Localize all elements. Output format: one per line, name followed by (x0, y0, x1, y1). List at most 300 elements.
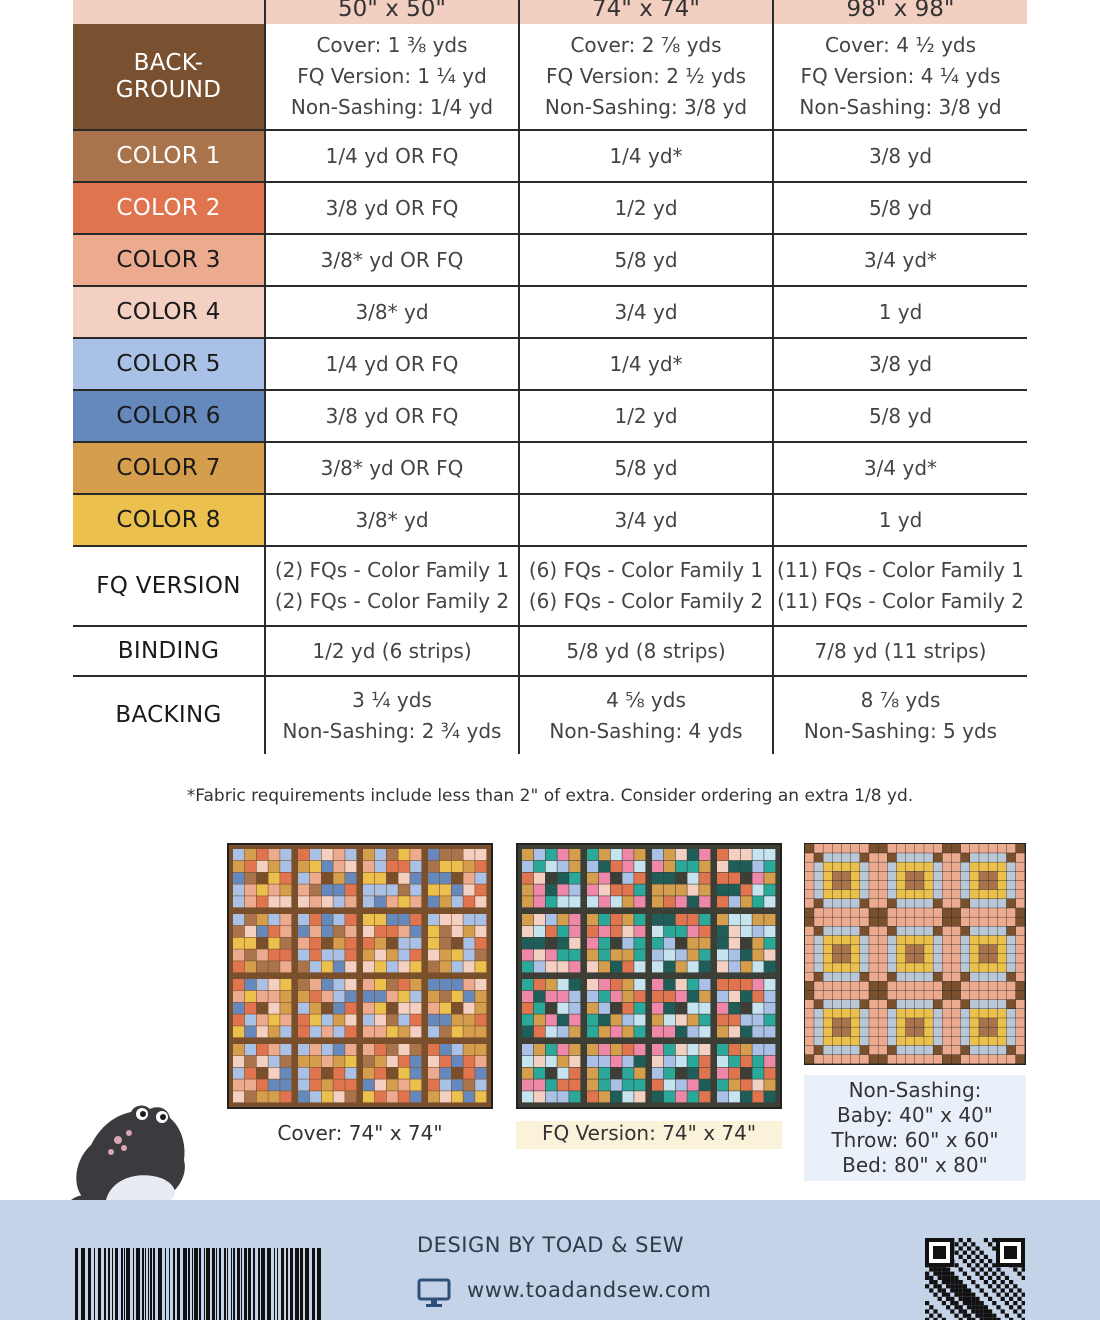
quilt-patch (842, 899, 851, 908)
quilt-patch (869, 1055, 878, 1064)
row-cell: Cover: 1 ⅜ yds FQ Version: 1 ¼ yd Non-Sashing: 1/4 yd (265, 24, 519, 130)
quilt-patch (557, 1056, 568, 1067)
quilt-patch (943, 908, 952, 917)
quilt-patch (333, 1091, 344, 1102)
quilt-patch (452, 938, 463, 949)
row-cell: 5/8 yd (773, 182, 1027, 234)
quilt-patch (1007, 899, 1016, 908)
quilt-patch (970, 844, 979, 853)
barcode-bar (153, 1248, 155, 1320)
quilt-patch (842, 1027, 851, 1036)
qr-module (925, 1276, 929, 1280)
quilt-patch (428, 1003, 439, 1014)
quilt-patch (729, 914, 740, 925)
quilt-patch (534, 926, 545, 937)
quilt-patch (805, 982, 814, 991)
quilt-patch (534, 961, 545, 972)
quilt-patch (310, 938, 321, 949)
quilt-patch (310, 991, 321, 1002)
qr-module (959, 1309, 963, 1313)
website-link[interactable]: www.toadandsew.com (467, 1278, 712, 1302)
barcode-bar (312, 1248, 315, 1320)
quilt-patch (741, 949, 752, 960)
quilt-patch (257, 1091, 268, 1102)
quilt-patch (752, 949, 763, 960)
quilt-patch (245, 926, 256, 937)
quilt-patch (322, 1003, 333, 1014)
quilt-patch (1007, 945, 1016, 954)
quilt-patch (546, 1044, 557, 1055)
qr-module (1001, 1297, 1005, 1301)
quilt-patch (979, 1046, 988, 1055)
quilt-patch (599, 1026, 610, 1037)
quilt-patch (345, 1056, 356, 1067)
quilt-patch (729, 1056, 740, 1067)
quilt-patch (652, 949, 663, 960)
quilt-patch (906, 991, 915, 1000)
quilt-patch (943, 899, 952, 908)
row-cell: Cover: 2 ⅞ yds FQ Version: 2 ½ yds Non-Sashing: 3/8 yd (519, 24, 773, 130)
qr-module (992, 1246, 996, 1250)
quilt-patch (345, 1079, 356, 1090)
qr-module (1009, 1305, 1013, 1309)
quilt-patch (652, 1079, 663, 1090)
quilt-patch (961, 881, 970, 890)
quilt-patch (280, 1056, 291, 1067)
barcode-bar (212, 1248, 215, 1320)
quilt-patch (587, 938, 598, 949)
quilt-patch (345, 849, 356, 860)
quilt-patch (398, 1068, 409, 1079)
quilt-patch (634, 1091, 645, 1102)
quilt-patch (988, 881, 997, 890)
quilt-patch (257, 938, 268, 949)
quilt-patch (452, 849, 463, 860)
quilt-patch (764, 1026, 775, 1037)
quilt-patch (475, 1003, 486, 1014)
quilt-patch (452, 1014, 463, 1025)
quilt-patch (557, 1044, 568, 1055)
quilt-patch (988, 936, 997, 945)
quilt-patch (897, 936, 906, 945)
quilt-patch (522, 938, 533, 949)
quilt-patch (741, 1079, 752, 1090)
quilt-patch (463, 926, 474, 937)
qr-module (933, 1272, 937, 1276)
quilt-patch (387, 896, 398, 907)
quilt-patch (387, 1091, 398, 1102)
quilt-patch (1016, 972, 1025, 981)
quilt-patch (268, 949, 279, 960)
qr-module (971, 1280, 975, 1284)
quilt-patch (741, 1014, 752, 1025)
quilt-patch (310, 1003, 321, 1014)
quilt-patch (851, 853, 860, 862)
barcode-bar (148, 1248, 149, 1320)
qr-module (996, 1276, 1000, 1280)
qr-module (975, 1272, 979, 1276)
quilt-patch (587, 1091, 598, 1102)
quilt-patch (933, 936, 942, 945)
quilt-patch (814, 917, 823, 926)
quilt-patch (534, 896, 545, 907)
quilt-patch (988, 991, 997, 1000)
quilt-patch (699, 961, 710, 972)
quilt-patch (814, 890, 823, 899)
quilt-patch (842, 881, 851, 890)
quilt-patch (988, 1018, 997, 1027)
quilt-patch (310, 979, 321, 990)
qr-module (959, 1288, 963, 1292)
quilt-patch (587, 961, 598, 972)
qr-module (938, 1297, 942, 1301)
qr-module (996, 1293, 1000, 1297)
quilt-patch (333, 896, 344, 907)
quilt-patch (699, 914, 710, 925)
quilt-patch (333, 914, 344, 925)
qr-module (1017, 1272, 1021, 1276)
quilt-patch (245, 1091, 256, 1102)
qr-module (1017, 1297, 1021, 1301)
quilt-patch (805, 927, 814, 936)
quilt-patch (398, 1091, 409, 1102)
quilt-patch (599, 979, 610, 990)
quilt-patch (842, 908, 851, 917)
row-cell: 1 yd (773, 286, 1027, 338)
quilt-patch (410, 926, 421, 937)
quilt-patch (943, 945, 952, 954)
quilt-patch (475, 926, 486, 937)
barcode-bar (274, 1248, 275, 1320)
quilt-patch (878, 881, 887, 890)
quilt-patch (888, 936, 897, 945)
qr-module (1017, 1305, 1021, 1309)
quilt-patch (979, 862, 988, 871)
quilt-patch (634, 938, 645, 949)
quilt-patch (599, 1068, 610, 1079)
quilt-patch (410, 961, 421, 972)
barcode-bar (88, 1248, 91, 1320)
quilt-patch (475, 896, 486, 907)
quilt-patch (463, 914, 474, 925)
size-header-0: 50" x 50" (265, 0, 519, 24)
quilt-patch (933, 954, 942, 963)
quilt-patch (888, 963, 897, 972)
quilt-patch (245, 991, 256, 1002)
quilt-patch (676, 1044, 687, 1055)
quilt-patch (833, 945, 842, 954)
quilt-patch (310, 884, 321, 895)
quilt-patch (805, 899, 814, 908)
quilt-patch (699, 1014, 710, 1025)
quilt-patch (428, 949, 439, 960)
quilt-patch (943, 1055, 952, 1064)
quilt-patch (814, 1009, 823, 1018)
barcode-bar (75, 1248, 78, 1320)
quilt-patch (452, 1068, 463, 1079)
quilt-patch (906, 1055, 915, 1064)
quilt-patch (924, 1046, 933, 1055)
quilt-patch (897, 1000, 906, 1009)
quilt-patch (764, 938, 775, 949)
quilt-patch (245, 1044, 256, 1055)
quilt-patch (410, 1091, 421, 1102)
qr-module (1022, 1309, 1025, 1313)
qr-module (975, 1255, 979, 1259)
quilt-patch (699, 873, 710, 884)
quilt-patch (245, 896, 256, 907)
qr-module (975, 1301, 979, 1305)
quilt-patch (375, 1044, 386, 1055)
quilt-patch (398, 961, 409, 972)
qr-module (1022, 1267, 1025, 1271)
quilt-patch (970, 899, 979, 908)
quilt-patch (933, 1037, 942, 1046)
quilt-patch (699, 884, 710, 895)
quilt-patch (634, 1003, 645, 1014)
quilt-patch (599, 1079, 610, 1090)
quilt-patch (345, 873, 356, 884)
quilt-patch (1016, 991, 1025, 1000)
quilt-patch (729, 849, 740, 860)
quilt-patch (268, 896, 279, 907)
quilt-patch (363, 1079, 374, 1090)
quilt-patch (860, 927, 869, 936)
quilt-patch (280, 1091, 291, 1102)
row-cell: 3/8 yd OR FQ (265, 390, 519, 442)
quilt-patch (729, 884, 740, 895)
qr-module (967, 1276, 971, 1280)
quilt-patch (924, 1018, 933, 1027)
quilt-patch (652, 1003, 663, 1014)
qr-module (971, 1293, 975, 1297)
quilt-patch (611, 1026, 622, 1037)
quilt-patch (842, 872, 851, 881)
quilt-patch (805, 1027, 814, 1036)
quilt-patch (717, 1026, 728, 1037)
quilt-patch (1016, 1009, 1025, 1018)
quilt-patch (440, 949, 451, 960)
quilt-patch (676, 961, 687, 972)
quilt-patch (814, 936, 823, 945)
quilt-patch (345, 979, 356, 990)
quilt-patch (599, 926, 610, 937)
quilt-patch (888, 853, 897, 862)
quilt-patch (440, 1091, 451, 1102)
quilt-patch (440, 1044, 451, 1055)
requirement-row (73, 494, 1027, 546)
quilt-patch (664, 873, 675, 884)
quilt-patch (322, 914, 333, 925)
quilt-patch (475, 938, 486, 949)
qr-module (929, 1305, 933, 1309)
quilt-patch (970, 917, 979, 926)
barcode-bar (290, 1248, 293, 1320)
quilt-patch (888, 890, 897, 899)
qr-module (1013, 1301, 1017, 1305)
quilt-patch (587, 1003, 598, 1014)
quilt-patch (878, 927, 887, 936)
quilt-patch (440, 914, 451, 925)
row-cell: 3/8 yd OR FQ (265, 182, 519, 234)
quilt-patch (860, 1027, 869, 1036)
quilt-patch (717, 1003, 728, 1014)
quilt-patch (860, 1046, 869, 1055)
quilt-patch (878, 1018, 887, 1027)
quilt-patch (1007, 1018, 1016, 1027)
quilt-patch (943, 1046, 952, 1055)
quilt-patch (233, 1091, 244, 1102)
quilt-patch (245, 1056, 256, 1067)
qr-module (1013, 1284, 1017, 1288)
quilt-patch (233, 938, 244, 949)
quilt-patch (452, 991, 463, 1002)
quilt-patch (440, 1079, 451, 1090)
quilt-patch (906, 982, 915, 991)
quilt-patch (970, 890, 979, 899)
quilt-patch (587, 1026, 598, 1037)
quilt-patch (345, 1044, 356, 1055)
computer-monitor-icon (417, 1278, 451, 1308)
qr-module (992, 1238, 996, 1242)
quilt-patch (398, 896, 409, 907)
quilt-patch (952, 1009, 961, 1018)
quilt-patch (375, 1091, 386, 1102)
quilt-patch (557, 949, 568, 960)
quilt-patch (298, 991, 309, 1002)
quilt-patch (952, 881, 961, 890)
quilt-patch (599, 1003, 610, 1014)
quilt-patch (943, 844, 952, 853)
qr-module (1005, 1293, 1009, 1297)
quilt-patch (534, 979, 545, 990)
quilt-patch (933, 991, 942, 1000)
quilt-patch (363, 1014, 374, 1025)
qr-module (950, 1284, 954, 1288)
quilt-patch (1007, 853, 1016, 862)
quilt-patch (979, 908, 988, 917)
quilt-patch (687, 884, 698, 895)
barcode-bar (277, 1248, 278, 1320)
quilt-patch (814, 899, 823, 908)
quilt-patch (860, 982, 869, 991)
quilt-patch (233, 1044, 244, 1055)
qr-module (1001, 1309, 1005, 1313)
quilt-patch (933, 982, 942, 991)
quilt-patch (634, 1056, 645, 1067)
quilt-patch (664, 949, 675, 960)
quilt-patch (988, 927, 997, 936)
quilt-patch (952, 982, 961, 991)
quilt-patch (257, 1003, 268, 1014)
quilt-patch (245, 1014, 256, 1025)
quilt-patch (676, 1056, 687, 1067)
quilt-patch (557, 1068, 568, 1079)
quilt-patch (375, 926, 386, 937)
quilt-patch (878, 1046, 887, 1055)
quilt-patch (833, 954, 842, 963)
quilt-patch (599, 991, 610, 1002)
quilt-patch (1016, 1037, 1025, 1046)
quilt-patch (687, 949, 698, 960)
quilt-patch (452, 1026, 463, 1037)
qr-module (929, 1288, 933, 1292)
quilt-patch (280, 1079, 291, 1090)
quilt-patch (1007, 954, 1016, 963)
quilt-patch (1016, 982, 1025, 991)
quilt-patch (322, 861, 333, 872)
quilt-patch (245, 949, 256, 960)
quilt-patch (961, 963, 970, 972)
quilt-patch (452, 861, 463, 872)
qr-module (959, 1255, 963, 1259)
quilt-patch (888, 899, 897, 908)
quilt-patch (622, 949, 633, 960)
quilt-patch (298, 896, 309, 907)
quilt-patch (363, 861, 374, 872)
quilt-patch (387, 926, 398, 937)
quilt-patch (652, 1026, 663, 1037)
quilt-patch (363, 961, 374, 972)
quilt-patch (398, 884, 409, 895)
quilt-patch (878, 890, 887, 899)
quilt-patch (988, 872, 997, 881)
size-header-1: 74" x 74" (519, 0, 773, 24)
qr-module (954, 1242, 958, 1246)
quilt-patch (546, 849, 557, 860)
quilt-patch (375, 1003, 386, 1014)
quilt-patch (924, 844, 933, 853)
quilt-patch (906, 881, 915, 890)
quilt-patch (897, 899, 906, 908)
quilt-patch (998, 1027, 1007, 1036)
quilt-patch (475, 1056, 486, 1067)
quilt-patch (924, 963, 933, 972)
qr-module (980, 1288, 984, 1292)
quilt-patch (979, 1027, 988, 1036)
quilt-patch (375, 1079, 386, 1090)
quilt-patch (587, 861, 598, 872)
quilt-patch (268, 979, 279, 990)
quilt-patch (814, 954, 823, 963)
quilt-patch (534, 1056, 545, 1067)
quilt-patch (915, 1037, 924, 1046)
requirement-row (73, 626, 1027, 676)
quilt-patch (298, 938, 309, 949)
quilt-patch (410, 884, 421, 895)
qr-module (963, 1301, 967, 1305)
qr-module (988, 1267, 992, 1271)
quilt-patch (522, 1068, 533, 1079)
quilt-patch (676, 1003, 687, 1014)
quilt-patch (729, 926, 740, 937)
quilt-patch (534, 1014, 545, 1025)
quilt-patch (814, 1055, 823, 1064)
quilt-patch (410, 914, 421, 925)
quilt-patch (245, 1003, 256, 1014)
barcode-bar (104, 1248, 106, 1320)
quilt-patch (979, 1000, 988, 1009)
quilt-patch (363, 949, 374, 960)
qr-module (946, 1297, 950, 1301)
quilt-patch (1016, 881, 1025, 890)
quilt-patch (998, 972, 1007, 981)
qr-module (954, 1284, 958, 1288)
quilt-patch (970, 1000, 979, 1009)
quilt-patch (387, 1003, 398, 1014)
quilt-patch (897, 982, 906, 991)
quilt-patch (961, 1037, 970, 1046)
